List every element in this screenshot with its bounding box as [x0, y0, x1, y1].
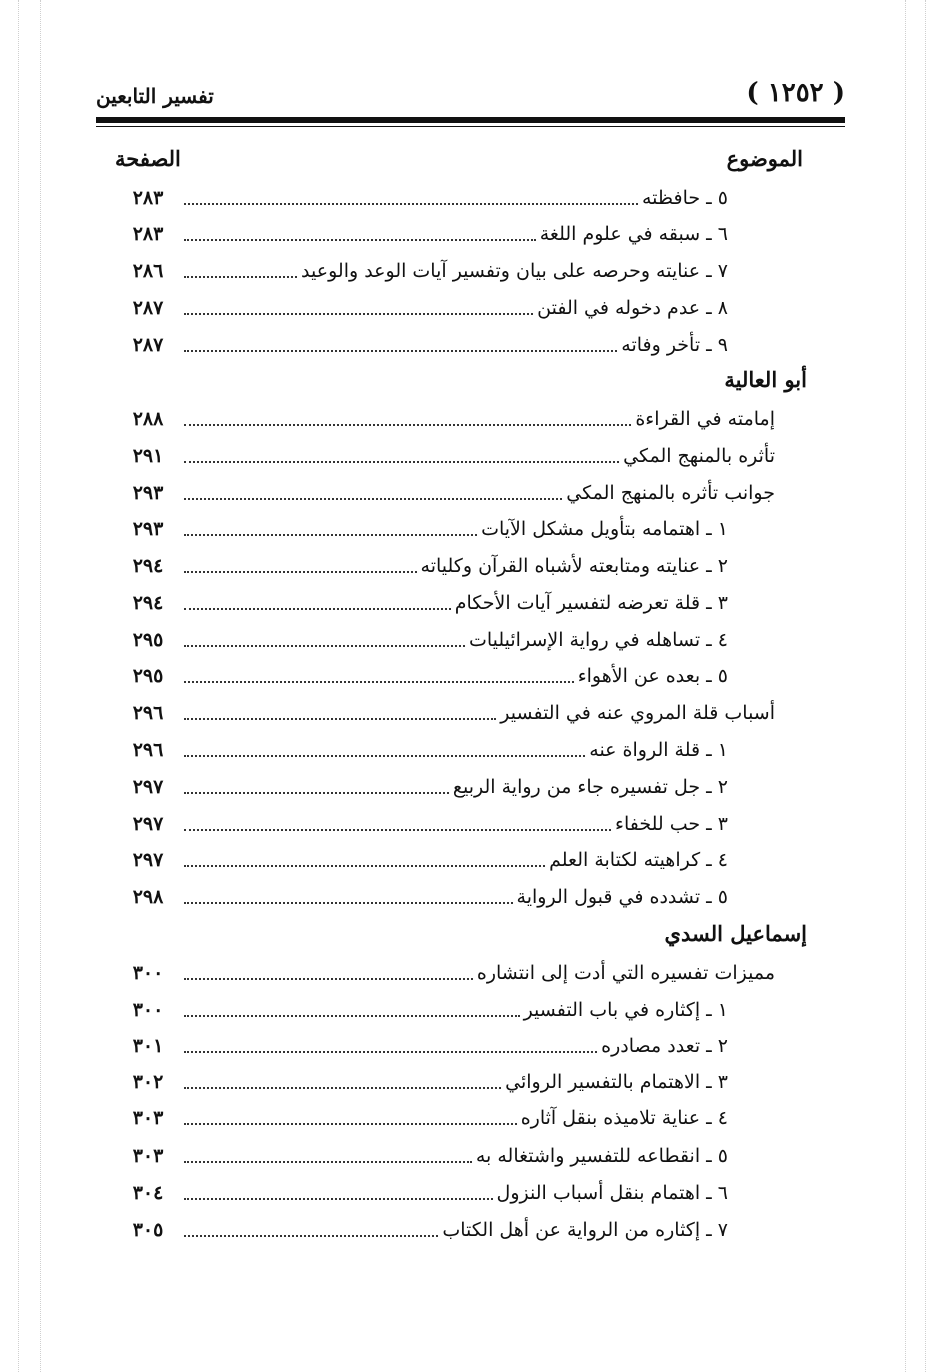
dot-leader — [184, 1198, 493, 1200]
toc-entry — [112, 438, 775, 474]
toc-entry — [112, 695, 775, 731]
entry-title: ٦ ـ اهتمام بنقل أسباب النزول — [496, 1182, 728, 1204]
entry-title: ٥ ـ انقطاعه للتفسير واشتغاله به — [475, 1145, 728, 1167]
dot-leader — [184, 1235, 438, 1237]
entry-title: ٣ ـ الاهتمام بالتفسير الروائي — [505, 1071, 728, 1093]
toc-entry — [112, 1100, 728, 1136]
entry-title: ٤ ـ عناية تلاميذه بنقل آثاره — [520, 1107, 728, 1129]
entry-page: ٣٠٠ — [132, 999, 164, 1021]
dot-leader — [184, 902, 513, 904]
entry-page: ٢٨٧ — [132, 334, 164, 356]
entry-title: ١ ـ إكثاره في باب التفسير — [523, 999, 728, 1021]
dot-leader — [184, 755, 585, 757]
entry-title: ٤ ـ كراهيته لكتابة العلم — [549, 849, 728, 871]
toc-entry — [112, 180, 728, 216]
dot-leader — [184, 1015, 520, 1017]
toc-entry — [112, 475, 775, 511]
entry-page: ٣٠٢ — [132, 1071, 164, 1093]
dot-leader — [184, 978, 473, 980]
entry-title: ٧ ـ عنايته وحرصه على بيان وتفسير آيات الوعد والوعيد — [301, 260, 728, 282]
dot-leader — [184, 350, 617, 352]
toc-entry — [112, 1138, 728, 1174]
toc-entry — [112, 658, 728, 694]
dot-leader — [184, 1051, 597, 1053]
toc-entry — [112, 769, 728, 805]
toc-entry — [112, 1212, 728, 1248]
toc-entry — [112, 548, 728, 584]
toc-entry — [112, 1028, 728, 1064]
dot-leader — [184, 239, 536, 241]
column-heading-topic: الموضوع — [726, 146, 803, 171]
dot-leader — [184, 1123, 517, 1125]
toc-entry — [112, 842, 728, 878]
entry-page: ٢٨٣ — [132, 223, 164, 245]
entry-page: ٢٩٨ — [132, 886, 164, 908]
toc-entry — [112, 401, 775, 437]
entry-page: ٢٨٧ — [132, 297, 164, 319]
dot-leader — [184, 1087, 501, 1089]
entry-page: ٢٩٤ — [132, 592, 164, 614]
entry-title: مميزات تفسيره التي أدت إلى انتشاره — [476, 962, 775, 984]
entry-title: ٣ ـ قلة تعرضه لتفسير آيات الأحكام — [454, 592, 728, 614]
entry-page: ٢٩٧ — [132, 776, 164, 798]
entry-title: ٢ ـ تعدد مصادره — [601, 1035, 728, 1057]
toc-entry — [112, 1175, 728, 1211]
dot-leader — [184, 534, 477, 536]
entry-page: ٣٠٣ — [132, 1107, 164, 1129]
entry-page: ٢٩٧ — [132, 813, 164, 835]
dot-leader — [184, 571, 417, 573]
entry-page: ٢٩٥ — [132, 629, 164, 651]
toc-entry — [112, 806, 728, 842]
entry-title: ٥ ـ تشدده في قبول الرواية — [516, 886, 728, 908]
toc-entry — [112, 327, 728, 363]
column-heading-page: الصفحة — [115, 146, 181, 171]
book-title: تفسير التابعين — [96, 84, 214, 108]
toc-entry — [112, 290, 728, 326]
entry-page: ٢٨٦ — [132, 260, 164, 282]
entry-title: ٢ ـ عنايته ومتابعته لأشباه القرآن وكلياته — [420, 555, 728, 577]
dot-leader — [184, 498, 562, 500]
dot-leader — [184, 792, 449, 794]
toc-entry — [112, 216, 728, 252]
entry-title: أسباب قلة المروي عنه في التفسير — [500, 702, 775, 724]
toc-entry — [112, 511, 728, 547]
entry-page: ٢٨٣ — [132, 187, 164, 209]
entry-page: ٣٠٤ — [132, 1182, 164, 1204]
entry-title: ٥ ـ بعده عن الأهواء — [577, 665, 728, 687]
dot-leader — [184, 645, 465, 647]
toc-entry — [112, 879, 728, 915]
entry-title: جوانب تأثره بالمنهج المكي — [566, 482, 775, 504]
entry-page: ٢٩١ — [132, 445, 164, 467]
entry-title: ٤ ـ تساهله في رواية الإسرائيليات — [468, 629, 728, 651]
toc-entry — [112, 253, 728, 289]
section-heading: إسماعيل السدي — [664, 921, 807, 946]
entry-page: ٢٩٣ — [132, 482, 164, 504]
dot-leader — [184, 718, 496, 720]
dot-leader — [184, 461, 619, 463]
entry-page: ٢٩٦ — [132, 739, 164, 761]
entry-page: ٢٩٦ — [132, 702, 164, 724]
entry-page: ٣٠٥ — [132, 1219, 164, 1241]
entry-title: ٦ ـ سبقه في علوم اللغة — [539, 223, 728, 245]
entry-title: ٩ ـ تأخر وفاته — [621, 334, 728, 356]
entry-page: ٣٠٣ — [132, 1145, 164, 1167]
entry-page: ٢٩٥ — [132, 665, 164, 687]
entry-title: ٨ ـ عدم دخوله في الفتن — [537, 297, 728, 319]
entry-page: ٣٠١ — [132, 1035, 164, 1057]
toc-entry — [112, 992, 728, 1028]
dot-leader — [184, 313, 533, 315]
dot-leader — [184, 681, 574, 683]
entry-title: ٢ ـ جل تفسيره جاء من رواية الربيع — [452, 776, 728, 798]
entry-page: ٢٩٧ — [132, 849, 164, 871]
entry-title: ٧ ـ إكثاره من الرواية عن أهل الكتاب — [442, 1219, 728, 1241]
toc-entry — [112, 622, 728, 658]
toc-entry — [112, 1064, 728, 1100]
toc-entry — [112, 732, 728, 768]
toc-entry — [112, 955, 775, 991]
entry-title: ٥ ـ حافظته — [642, 187, 728, 209]
dot-leader — [184, 829, 611, 831]
entry-page: ٢٩٤ — [132, 555, 164, 577]
entry-page: ٢٨٨ — [132, 408, 164, 430]
dot-leader — [184, 1161, 472, 1163]
dot-leader — [184, 865, 545, 867]
dot-leader — [184, 424, 631, 426]
entry-title: ١ ـ قلة الرواة عنه — [589, 739, 728, 761]
dot-leader — [184, 608, 451, 610]
entry-page: ٣٠٠ — [132, 962, 164, 984]
entry-title: ٣ ـ حب للخفاء — [615, 813, 728, 835]
page-number: ( ١٢٥٢ ) — [746, 78, 845, 108]
toc-entry — [112, 585, 728, 621]
entry-title: إمامته في القراءة — [635, 408, 775, 430]
dot-leader — [184, 276, 297, 278]
section-heading: أبو العالية — [724, 367, 807, 392]
entry-title: ١ ـ اهتمامه بتأويل مشكل الآيات — [481, 518, 728, 540]
entry-title: تأثره بالمنهج المكي — [623, 445, 775, 467]
entry-page: ٢٩٣ — [132, 518, 164, 540]
dot-leader — [184, 203, 638, 205]
